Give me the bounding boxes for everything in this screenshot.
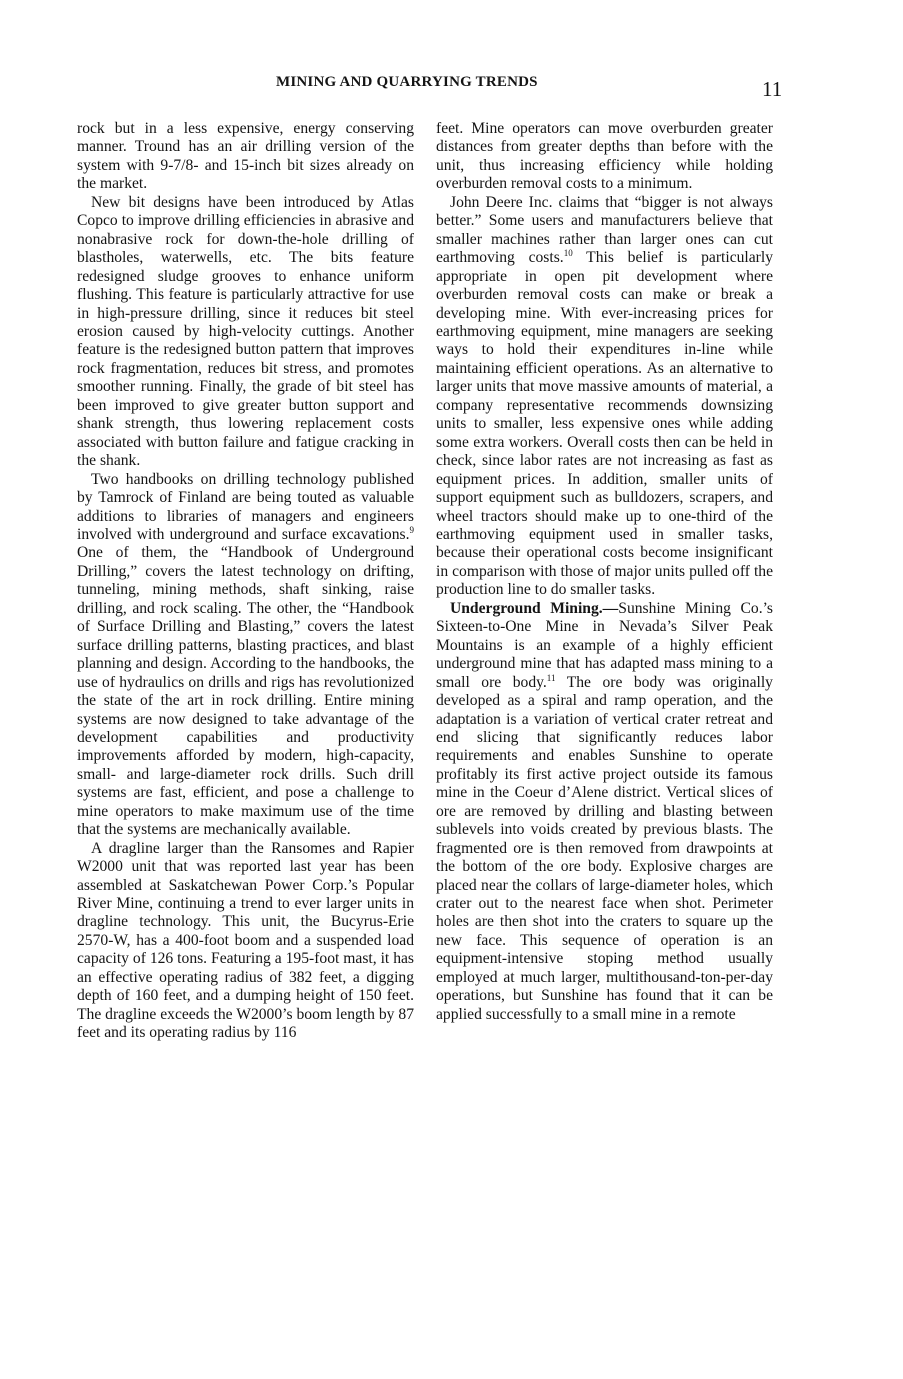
paragraph-dragline: [77, 840, 414, 1043]
section-heading: Underground Mining.—: [450, 599, 619, 617]
paragraph-bit-designs: [77, 194, 414, 471]
paragraph-text: The ore body was originally developed as a spiral and ramp operation, and the adaptation is a variation of vertical crater retreat and end slicing that significantly reduces labor requirements and enables Sunshine to operate profitably its first active project outside its famous mine in the Coeur d’Alene district. Vertical slices of ore are removed by drilling and blasting between sublevels into voids created by previous blasts. The fragmented ore is then removed from drawpoints at the bottom of the ore body. Explosive charges are placed near the collars of large-diameter holes, which crater out to the nearest face when shot. Perimeter holes are then shot into the craters to square up the new face. This sequence of operation is an equipment-intensive stoping method usually employed at much larger, multithousand-ton-per-day operations, but Sunshine has found that it can be applied successfully to a small mine in a remote: [436, 673, 773, 1023]
paragraph-text: Sunshine Mining Co.’s Sixteen-to-One Mine in Nevada’s Silver Peak Mountains is an example of a highly efficient underground mine that has adapted mass mining to a small ore body.: [436, 599, 773, 691]
footnote-ref-9: 9: [409, 524, 414, 535]
page-number: 11: [762, 77, 783, 101]
paragraph-text: A dragline larger than the Ransomes and Rapier W2000 unit that was reported last year has been assembled at Saskatchewan Power Corp.’s Popular River Mine, continuing a trend to ever larger units in dragline technology. This unit, the Bucyrus-Erie 2570-W, has a 400-foot boom and a suspended load capacity of 126 tons. Featuring a 195-foot mast, it has an effective operating radius of 382 feet, a digging depth of 160 feet, and a dumping height of 150 feet. The dragline exceeds the W2000’s boom length by 87 feet and its operating radius by 116: [77, 839, 414, 1042]
paragraph-handbooks: [77, 471, 414, 840]
left-column: [77, 120, 414, 1043]
paragraph-text: This belief is particularly appropriate in open pit development where overburden removal costs can make or break a developing mine. With ever-increasing prices for earthmoving equipment, mine managers are seeking ways to hold their expenditures in-line while maintaining efficient operations. As an alternative to larger units that move massive amounts of material, a company representative recommends downsizing units to smaller, less expensive ones while adding some extra workers. Overall costs then can be held in check, since labor rates are not increasing as fast as equipment prices. In addition, smaller units of support equipment such as bulldozers, scrapers, and wheel tractors should make up to one-third of the earthmoving equipment used in smaller tasks, because their operational costs become insignificant in comparison with those of major units pulled off the production line to do smaller tasks.: [436, 249, 773, 599]
footnote-ref-11: 11: [546, 672, 556, 683]
paragraph-text: One of them, the “Handbook of Underground Drilling,” covers the latest technology on drifting, tunneling, mining methods, shaft sinking, raise drilling, and rock scaling. The other, the “Handbook of Surface Drilling and Blasting,” covers the latest surface drilling patterns, blasting practices, and blast planning and design. According to the handbooks, the use of hydraulics on drills and rigs has revolutionized the state of the art in rock drilling. Entire mining systems are now designed to take advantage of the development capabilities and productivity improvements afforded by modern, high-capacity, small- and large-diameter rock drills. Such drill systems are fast, efficient, and pose a challenge to mine operators to make maximum use of the time that the systems are mechanically available.: [77, 544, 414, 839]
footnote-ref-10: 10: [563, 248, 573, 259]
running-head: MINING AND QUARRYING TRENDS: [276, 74, 538, 90]
paragraph-text: John Deere Inc. claims that “bigger is not always better.” Some users and manufacturers believe that smaller machines rather than larger ones can cut earthmoving costs.: [436, 193, 773, 267]
paragraph-text: feet. Mine operators can move overburden greater distances from greater depths than before with the unit, thus increasing efficiency while holding overburden removal costs to a minimum.: [436, 120, 773, 193]
paragraph-continued: [436, 120, 773, 194]
paragraph-continued: [77, 120, 414, 194]
paragraph-underground-mining: [436, 600, 773, 1024]
paragraph-text: Two handbooks on drilling technology published by Tamrock of Finland are being touted as valuable additions to libraries of managers and engineers involved with underground and surface excavations.: [77, 470, 414, 543]
right-column: [436, 120, 773, 1024]
paragraph-john-deere: [436, 194, 773, 600]
paragraph-text: rock but in a less expensive, energy conserving manner. Tround has an air drilling version of the system with 9-7/8- and 15-inch bit sizes already on the market.: [77, 120, 414, 193]
paragraph-text: New bit designs have been introduced by Atlas Copco to improve drilling efficiencies in abrasive and nonabrasive rock for down-the-hole drilling of blastholes, waterwells, etc. The bits feature redesigned sludge grooves to enhance uniform flushing. This feature is particularly attractive for use in high-pressure drilling, since it reduces bit steel erosion caused by high-velocity cuttings. Another feature is the redesigned button pattern that improves rock fragmentation, reduces bit stress, and promotes smoother running. Finally, the grade of bit steel has been improved to give greater button support and shank strength, thus lowering replacement costs associated with button failure and fatigue cracking in the shank.: [77, 193, 414, 470]
